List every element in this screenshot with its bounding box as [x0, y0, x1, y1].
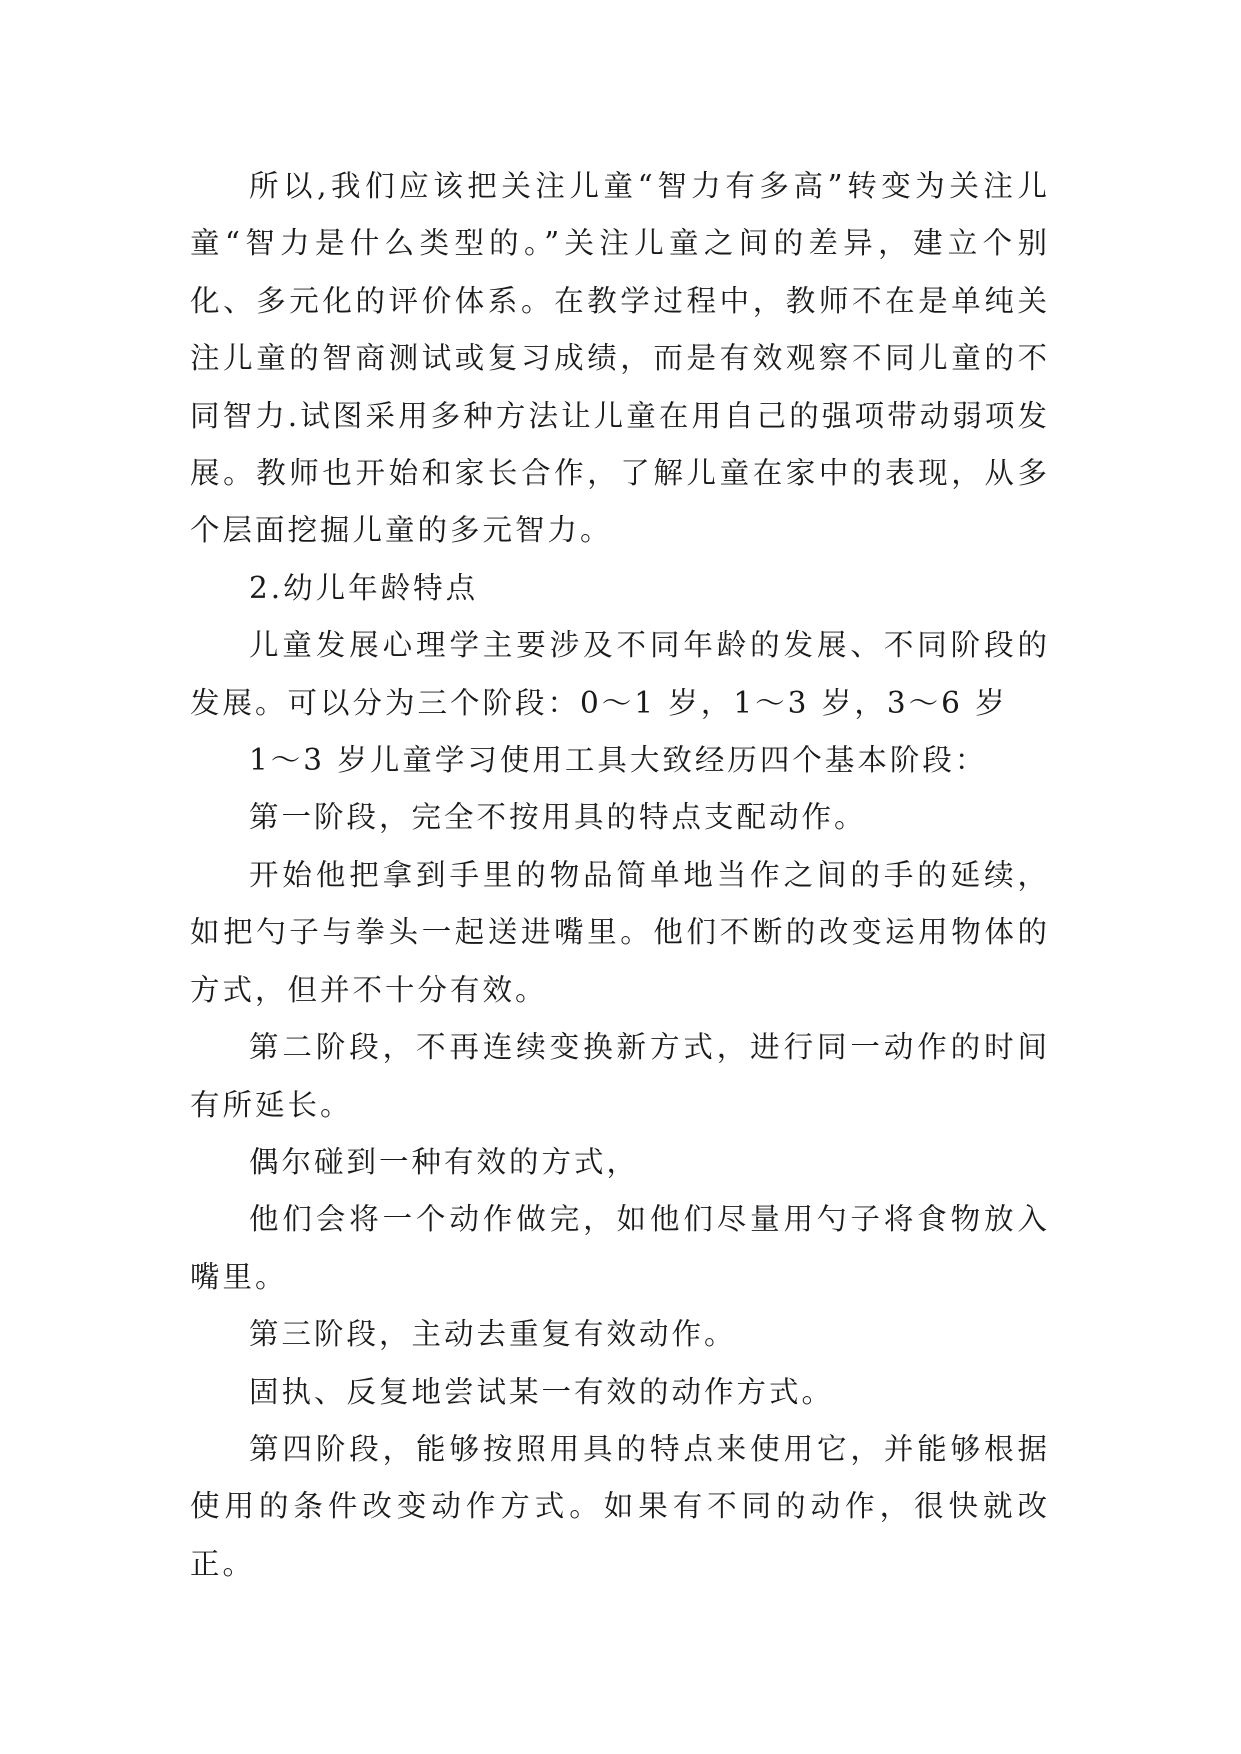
document-body — [190, 158, 1050, 1593]
paragraph-intelligence-types: 所以,我们应该把关注儿童“智力有多高”转变为关注儿童“智力是什么类型的。”关注儿童之间的差异，建立个别化、多元化的评价体系。在教学过程中，教师不在是单纯关注儿童的智商测试或复习成绩，而是有效观察不同儿童的不同智力.试图采用多种方法让儿童在用自己的强项带动弱项发展。教师也开始和家长合作，了解儿童在家中的表现，从多个层面挖掘儿童的多元智力。 — [190, 169, 1050, 548]
paragraph-stage-four: 第四阶段，能够按照用具的特点来使用它，并能够根据使用的条件改变动作方式。如果有不同的动作，很快就改正。 — [190, 1431, 1050, 1581]
paragraph-stage-three-detail: 固执、反复地尝试某一有效的动作方式。 — [249, 1374, 835, 1409]
paragraph-stage-two: 第二阶段，不再连续变换新方式，进行同一动作的时间有所延长。 — [190, 1030, 1050, 1122]
paragraph-stage-one-detail: 开始他把拿到手里的物品简单地当作之间的手的延续，如把勺子与拳头一起送进嘴里。他们不断的改变运用物体的方式，但并不十分有效。 — [190, 857, 1050, 1007]
paragraph-stage-one: 第一阶段，完全不按用具的特点支配动作。 — [249, 800, 867, 835]
section-heading-age-characteristics: 2.幼儿年龄特点 — [249, 570, 479, 605]
paragraph-developmental-psychology: 儿童发展心理学主要涉及不同年龄的发展、不同阶段的发展。可以分为三个阶段：0～1 岁，1～3 岁，3～6 岁 — [190, 628, 1050, 720]
paragraph-tool-use-stages: 1～3 岁儿童学习使用工具大致经历四个基本阶段： — [249, 743, 988, 778]
paragraph-stage-three: 第三阶段，主动去重复有效动作。 — [249, 1317, 737, 1352]
paragraph-stage-two-detail-a: 偶尔碰到一种有效的方式， — [249, 1144, 640, 1179]
paragraph-stage-two-detail-b: 他们会将一个动作做完，如他们尽量用勺子将食物放入嘴里。 — [190, 1202, 1050, 1294]
